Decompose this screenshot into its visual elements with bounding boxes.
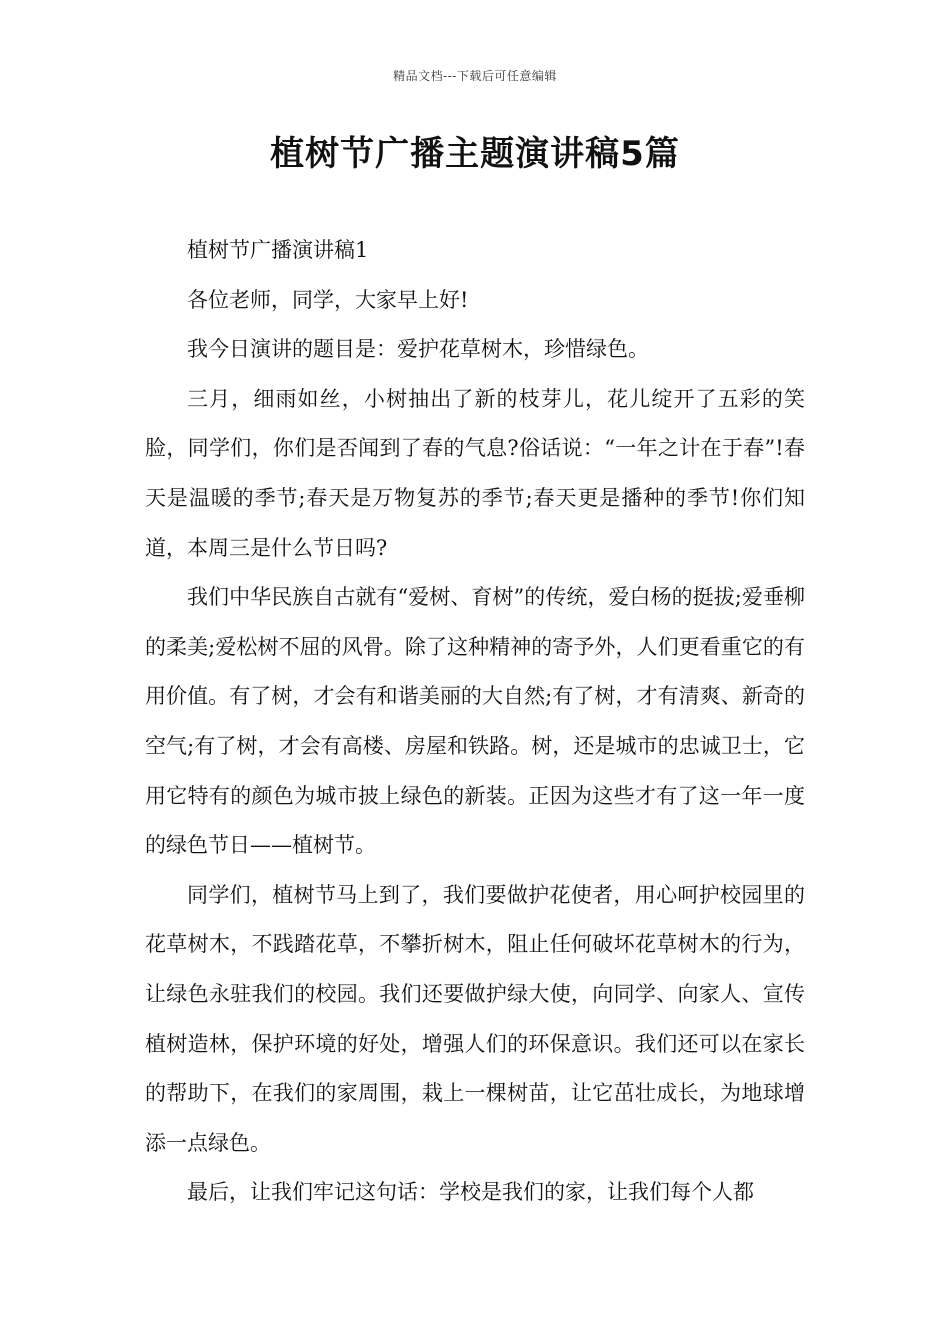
- paragraph-greeting: 各位老师，同学，大家早上好!: [187, 287, 469, 312]
- document-body: [145, 226, 805, 1218]
- document-title: 植树节广播主题演讲稿5篇: [270, 134, 680, 174]
- paragraph-subtitle: 植树节广播演讲稿1: [187, 238, 369, 262]
- paragraph-call-to-action: 同学们，植树节马上到了，我们要做护花使者，用心呵护校园里的花草树木，不践踏花草，不攀折树木，阻止任何破坏花草树木的行为，让绿色永驻我们的校园。我们还要做护绿大使，向同学、向家人、宣传植树造林，保护环境的好处，增强人们的环保意识。我们还可以在家长的帮助下，在我们的家周围，栽上一棵树苗，让它茁壮成长，为地球增添一点绿色。: [145, 882, 805, 1155]
- paragraph-tradition: 我们中华民族自古就有“爱树、育树”的传统，爱白杨的挺拔;爱垂柳的柔美;爱松树不屈的风骨。除了这种精神的寄予外，人们更看重它的有用价值。有了树，才会有和谐美丽的大自然;有了树，才有清爽、新奇的空气;有了树，才会有高楼、房屋和铁路。树，还是城市的忠诚卫士，它用它特有的颜色为城市披上绿色的新装。正因为这些才有了这一年一度的绿色节日——植树节。: [145, 585, 805, 858]
- paragraph-closing: 最后，让我们牢记这句话：学校是我们的家，让我们每个人都: [187, 1180, 754, 1205]
- paragraph-spring: 三月，细雨如丝，小树抽出了新的枝芽儿，花儿绽开了五彩的笑脸，同学们，你们是否闻到了春的气息?俗话说：“一年之计在于春”!春天是温暖的季节;春天是万物复苏的季节;春天更是播种的季节!你们知道，本周三是什么节日吗?: [145, 386, 805, 560]
- header-note: 精品文档---下载后可任意编辑: [393, 69, 557, 83]
- paragraph-topic: 我今日演讲的题目是：爱护花草树木，珍惜绿色。: [187, 337, 649, 362]
